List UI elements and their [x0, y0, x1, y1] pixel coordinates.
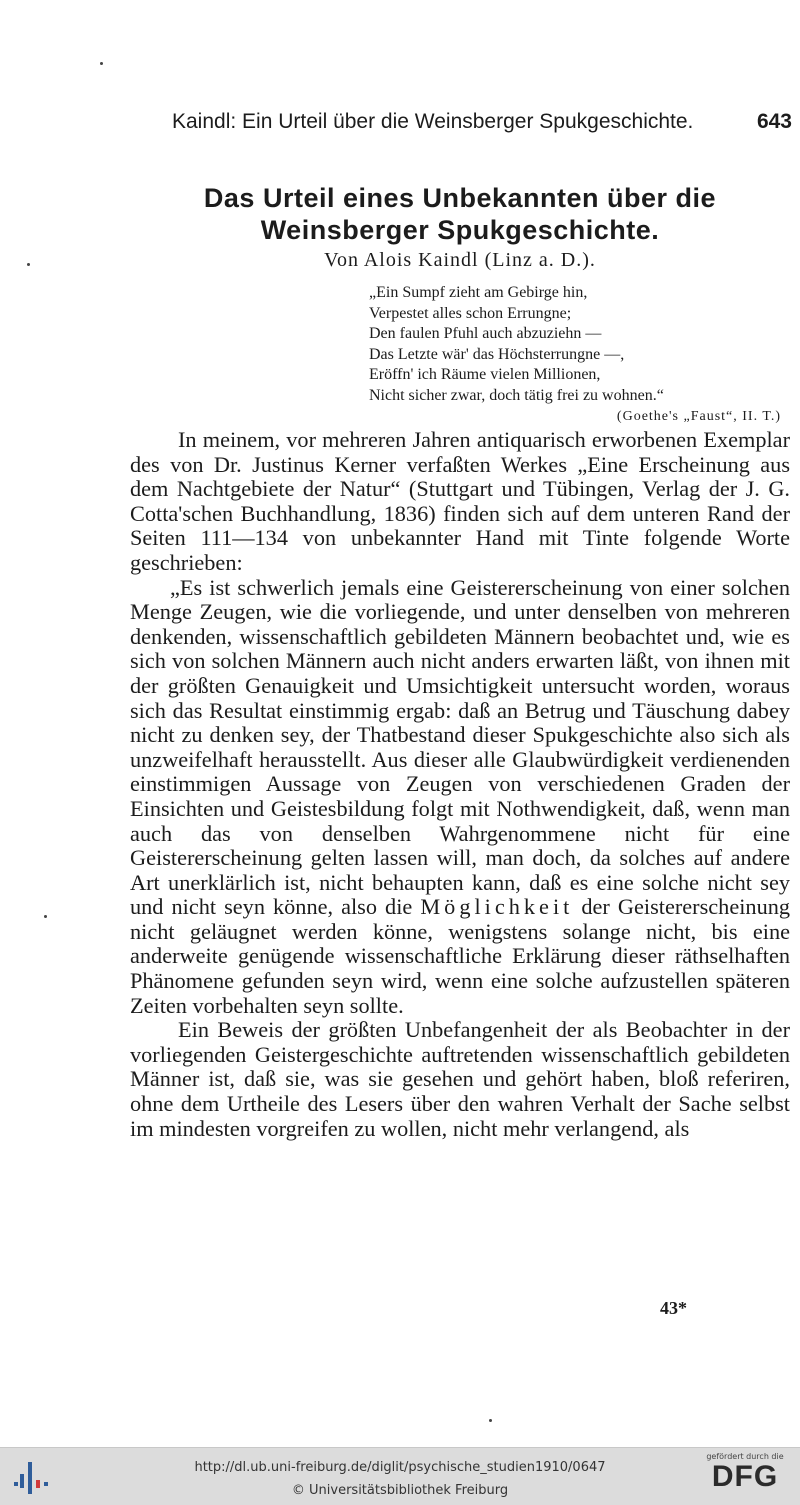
motto-line: Das Letzte wär' das Höchsterrungne —, [369, 345, 625, 363]
paragraph-2-text-a: „Es ist schwerlich jemals eine Geistererscheinung von einer solchen Menge Zeugen, wie die vorliegende, und unter denselben von mehreren denkenden, wissenschaftlich gebildeten Männern beobachtet und, wie es sich von solchen Männern auch nicht anders erwarten läßt, von ihnen mit der größten Genauigkeit und Umsichtigkeit untersucht worden, woraus sich das Resultat einstimmig ergab: daß an Betrug und Täuschung dabey nicht zu denken sey, der Thatbestand dieser Spukgeschichte also sich als unzweifelhaft herausstellt. Aus dieser alle Glaubwürdigkeit verdienenden einstimmigen Aussage von Zeugen von verschiedenen Graden der Einsichten und Geistesbildung folgt mit Nothwendigkeit, daß, wenn man auch das von denselben Wahrgenommene nicht für eine Geistererscheinung gelten lassen will, man doch, da solches auf andere Art unerklärlich ist, nicht behaupten kann, daß es eine solche nicht sey und nicht seyn könne, also die [130, 574, 790, 920]
motto-line: Den faulen Pfuhl auch abzuziehn — [369, 325, 602, 343]
motto-source: (Goethe's „Faust“, II. T.) [616, 408, 781, 424]
page-number: 643 [756, 110, 792, 133]
running-head-title: Kaindl: Ein Urteil über die Weinsberger Spukgeschichte. [172, 110, 694, 133]
running-head [172, 110, 792, 134]
copyright: © Universitätsbibliothek Freiburg [291, 1483, 509, 1498]
motto-line: Verpestet alles schon Errungne; [369, 304, 572, 322]
scan-speck [489, 1419, 492, 1422]
dfg-logo [700, 1452, 790, 1493]
motto-line: Nicht sicher zwar, doch tätig frei zu wohnen.“ [369, 386, 664, 404]
article-title [140, 182, 780, 246]
footer-bar [0, 1447, 800, 1505]
body-text [130, 428, 790, 1141]
paragraph-1: In meinem, vor mehreren Jahren antiquarisch erworbenen Exemplar des von Dr. Justinus Kerner verfaßten Werkes „Eine Erscheinung aus dem Nachtgebiete der Natur“ (Stuttgart und Tübingen, Verlag der J. G. Cotta'schen Buchhandlung, 1836) finden sich auf dem unteren Rand der Seiten 111—134 von unbekannter Hand mit Tinte folgende Worte geschrieben: [130, 427, 790, 575]
scan-speck [44, 915, 47, 918]
scan-speck [27, 263, 30, 266]
paragraph-2 [130, 576, 790, 1019]
author-line: Von Alois Kaindl (Linz a. D.). [324, 249, 596, 271]
funding-note: gefördert durch die [706, 1452, 784, 1461]
motto-line: „Ein Sumpf zieht am Gebirge hin, [369, 284, 588, 301]
paragraph-2-text-b: der Geistererscheinung nicht geläugnet werden könne, wenigstens solange nicht, bis eine anderweite genügende wissenschaftliche Erklärung dieser räthselhaften Phänomene gefunden seyn wird, wenn eine solche aufzustellen späteren Zeiten vorbehalten seyn sollte. [130, 894, 791, 1018]
paragraph-3: Ein Beweis der größten Unbefangenheit der als Beobachter in der vorliegenden Geistergeschichte auftretenden wissenschaftlich gebildeten Männer ist, daß sie, was sie gesehen und gehört haben, bloß referiren, ohne dem Urtheile des Lesers über den wahren Verhalt der Sache selbst im mindesten vorgreifen zu wollen, nicht mehr verlangend, als [130, 1017, 790, 1141]
motto [369, 283, 789, 427]
motto-line: Eröffn' ich Räume vielen Millionen, [369, 366, 601, 384]
signature-mark: 43* [660, 1298, 687, 1318]
title-line-2: Weinsberger Spukgeschichte. [260, 215, 660, 245]
emphasis-moeglichkeit: Möglichkeit [420, 894, 574, 920]
source-url[interactable]: http://dl.ub.uni-freiburg.de/diglit/psychische_studien1910/0647 [194, 1460, 606, 1475]
dfg-logo-text: DFG [711, 1460, 779, 1493]
scan-speck [100, 62, 103, 65]
title-line-1: Das Urteil eines Unbekannten über die [203, 183, 717, 213]
